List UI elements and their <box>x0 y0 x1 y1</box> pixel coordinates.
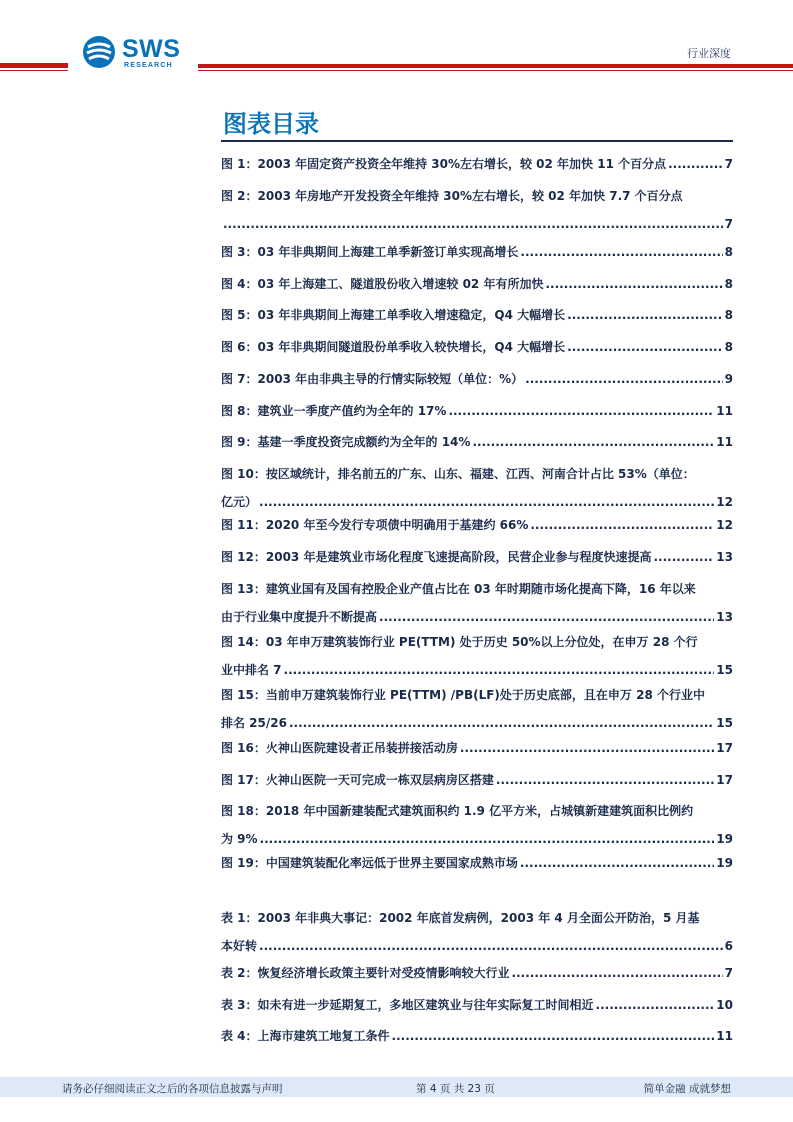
figure-entry-14[interactable] <box>221 630 733 682</box>
table-title: 表 3：如未有进一步延期复工，多地区建筑业与往年实际复工时间相近 <box>221 998 594 1012</box>
leader-dots <box>567 303 723 327</box>
figure-entry-3[interactable] <box>221 240 733 264</box>
header-rule-right <box>198 64 793 68</box>
figure-entry-8[interactable] <box>221 399 733 423</box>
footer-disclaimer: 请务必仔细阅读正文之后的各项信息披露与声明 <box>62 1083 283 1095</box>
leader-dots <box>653 545 714 569</box>
figure-entry-6[interactable] <box>221 335 733 359</box>
title-divider <box>221 140 733 142</box>
figure-title: 图 6：03 年非典期间隧道股份单季收入较快增长，Q4 大幅增长 <box>221 340 566 354</box>
leader-dots <box>520 851 714 875</box>
page-title: 图表目录 <box>223 110 319 138</box>
figure-entry-12[interactable] <box>221 545 733 569</box>
page-ref: 17 <box>716 741 733 755</box>
figure-title: 图 1：2003 年固定资产投资全年维持 30%左右增长，较 02 年加快 11 个百分点 <box>221 157 667 171</box>
report-type-tag: 行业深度 <box>687 47 731 60</box>
leader-dots <box>259 934 723 958</box>
table-title: 表 2：恢复经济增长政策主要针对受疫情影响较大行业 <box>221 966 510 980</box>
figure-title-cont: 亿元） <box>221 495 258 509</box>
figure-title: 图 7：2003 年由非典主导的行情实际较短（单位：%） <box>221 372 524 386</box>
figure-entry-13[interactable] <box>221 577 733 629</box>
page-ref: 13 <box>716 550 733 564</box>
leader-dots <box>512 961 723 985</box>
figure-entry-7[interactable] <box>221 367 733 391</box>
table-title: 表 4：上海市建筑工地复工条件 <box>221 1029 390 1043</box>
leader-dots <box>392 1024 715 1048</box>
figure-title: 图 14：03 年申万建筑装饰行业 PE(TTM) 处于历史 50%以上分位处，在申万 28 个行 <box>221 635 698 649</box>
table-entry-3[interactable] <box>221 993 733 1017</box>
page-ref: 8 <box>724 245 733 259</box>
page-ref: 10 <box>716 998 733 1012</box>
figure-title: 图 11：2020 年至今发行专项债中明确用于基建约 66% <box>221 518 529 532</box>
figure-title-cont: 为 9% <box>221 832 258 846</box>
sws-logo-icon <box>82 35 116 69</box>
figure-entry-2[interactable] <box>221 184 733 236</box>
leader-dots <box>379 605 714 629</box>
leader-dots <box>448 399 714 423</box>
figure-entry-18[interactable] <box>221 799 733 851</box>
header-rule-left-thin <box>0 70 68 71</box>
page-ref: 17 <box>716 773 733 787</box>
figure-entry-17[interactable] <box>221 768 733 792</box>
page-ref: 12 <box>716 518 733 532</box>
leader-dots <box>223 212 723 236</box>
figure-title: 图 3：03 年非典期间上海建工单季新签订单实现高增长 <box>221 245 519 259</box>
figure-title: 图 15：当前申万建筑装饰行业 PE(TTM) /PB(LF)处于历史底部，且在申万 28 个行业中 <box>221 688 705 702</box>
figure-title: 图 19：中国建筑装配化率远低于世界主要国家成熟市场 <box>221 856 518 870</box>
page-ref: 15 <box>716 663 733 677</box>
figure-entry-5[interactable] <box>221 303 733 327</box>
logo-subtext: RESEARCH <box>124 62 173 69</box>
figure-title: 图 2：2003 年房地产开发投资全年维持 30%左右增长，较 02 年加快 7.7 个百分点 <box>221 189 683 203</box>
leader-dots <box>596 993 715 1017</box>
leader-dots <box>460 736 714 760</box>
figure-title-cont: 业中排名 7 <box>221 663 282 677</box>
leader-dots <box>567 335 723 359</box>
sws-logo <box>82 33 192 73</box>
figure-title: 图 8：建筑业一季度产值约为全年的 17% <box>221 404 447 418</box>
figure-title: 图 17：火神山医院一天可完成一栋双层病房区搭建 <box>221 773 494 787</box>
leader-dots <box>289 711 714 735</box>
page-ref: 7 <box>724 966 733 980</box>
page-ref: 19 <box>716 832 733 846</box>
footer-slogan: 简单金融 成就梦想 <box>643 1083 731 1095</box>
figure-entry-15[interactable] <box>221 683 733 735</box>
table-title-cont: 本好转 <box>221 939 258 953</box>
footer-page-number: 第 4 页 共 23 页 <box>416 1083 495 1095</box>
page-ref: 8 <box>724 277 733 291</box>
page-ref: 6 <box>724 939 733 953</box>
logo-text: SWS <box>122 35 181 63</box>
figure-title: 图 16：火神山医院建设者正吊装拼接活动房 <box>221 741 458 755</box>
leader-dots <box>472 430 714 454</box>
figure-title-cont: 由于行业集中度提升不断提高 <box>221 610 378 624</box>
leader-dots <box>668 152 723 176</box>
leader-dots <box>520 240 722 264</box>
page-ref: 7 <box>724 217 733 231</box>
figure-title: 图 5：03 年非典期间上海建工单季收入增速稳定，Q4 大幅增长 <box>221 308 566 322</box>
page-ref: 13 <box>716 610 733 624</box>
table-entry-4[interactable] <box>221 1024 733 1048</box>
leader-dots <box>260 827 715 851</box>
figure-title: 图 10：按区域统计，排名前五的广东、山东、福建、江西、河南合计占比 53%（单位： <box>221 467 695 481</box>
figure-entry-1[interactable] <box>221 152 733 176</box>
page-ref: 12 <box>716 495 733 509</box>
leader-dots <box>525 367 723 391</box>
header-rule-right-thin <box>198 70 793 71</box>
leader-dots <box>284 658 715 682</box>
page-ref: 7 <box>724 157 733 171</box>
table-entry-1[interactable] <box>221 906 733 958</box>
figure-title: 图 18：2018 年中国新建装配式建筑面积约 1.9 亿平方米，占城镇新建建筑面积比例约 <box>221 804 694 818</box>
page-ref: 19 <box>716 856 733 870</box>
figure-title: 图 13：建筑业国有及国有控股企业产值占比在 03 年时期随市场化提高下降，16 年以来 <box>221 582 696 596</box>
page-ref: 9 <box>724 372 733 386</box>
figure-title: 图 4：03 年上海建工、隧道股份收入增速较 02 年有所加快 <box>221 277 544 291</box>
page-ref: 15 <box>716 716 733 730</box>
leader-dots <box>259 490 714 514</box>
leader-dots <box>545 272 722 296</box>
leader-dots <box>530 513 714 537</box>
table-entry-2[interactable] <box>221 961 733 985</box>
page-ref: 11 <box>716 1029 733 1043</box>
page-ref: 8 <box>724 308 733 322</box>
figure-title-cont: 排名 25/26 <box>221 716 287 730</box>
figure-entry-16[interactable] <box>221 736 733 760</box>
figure-entry-11[interactable] <box>221 513 733 537</box>
table-title: 表 1：2003 年非典大事记：2002 年底首发病例，2003 年 4 月全面公开防治，5 月基 <box>221 911 700 925</box>
header-rule-left <box>0 63 68 68</box>
figure-entry-9[interactable] <box>221 430 733 454</box>
page-ref: 11 <box>716 404 733 418</box>
figure-title: 图 9：基建一季度投资完成额约为全年的 14% <box>221 435 471 449</box>
figure-entry-10[interactable] <box>221 462 733 514</box>
figure-entry-4[interactable] <box>221 272 733 296</box>
page-ref: 8 <box>724 340 733 354</box>
page-ref: 11 <box>716 435 733 449</box>
figure-entry-19[interactable] <box>221 851 733 875</box>
figure-title: 图 12：2003 年是建筑业市场化程度飞速提高阶段，民营企业参与程度快速提高 <box>221 550 652 564</box>
leader-dots <box>496 768 714 792</box>
